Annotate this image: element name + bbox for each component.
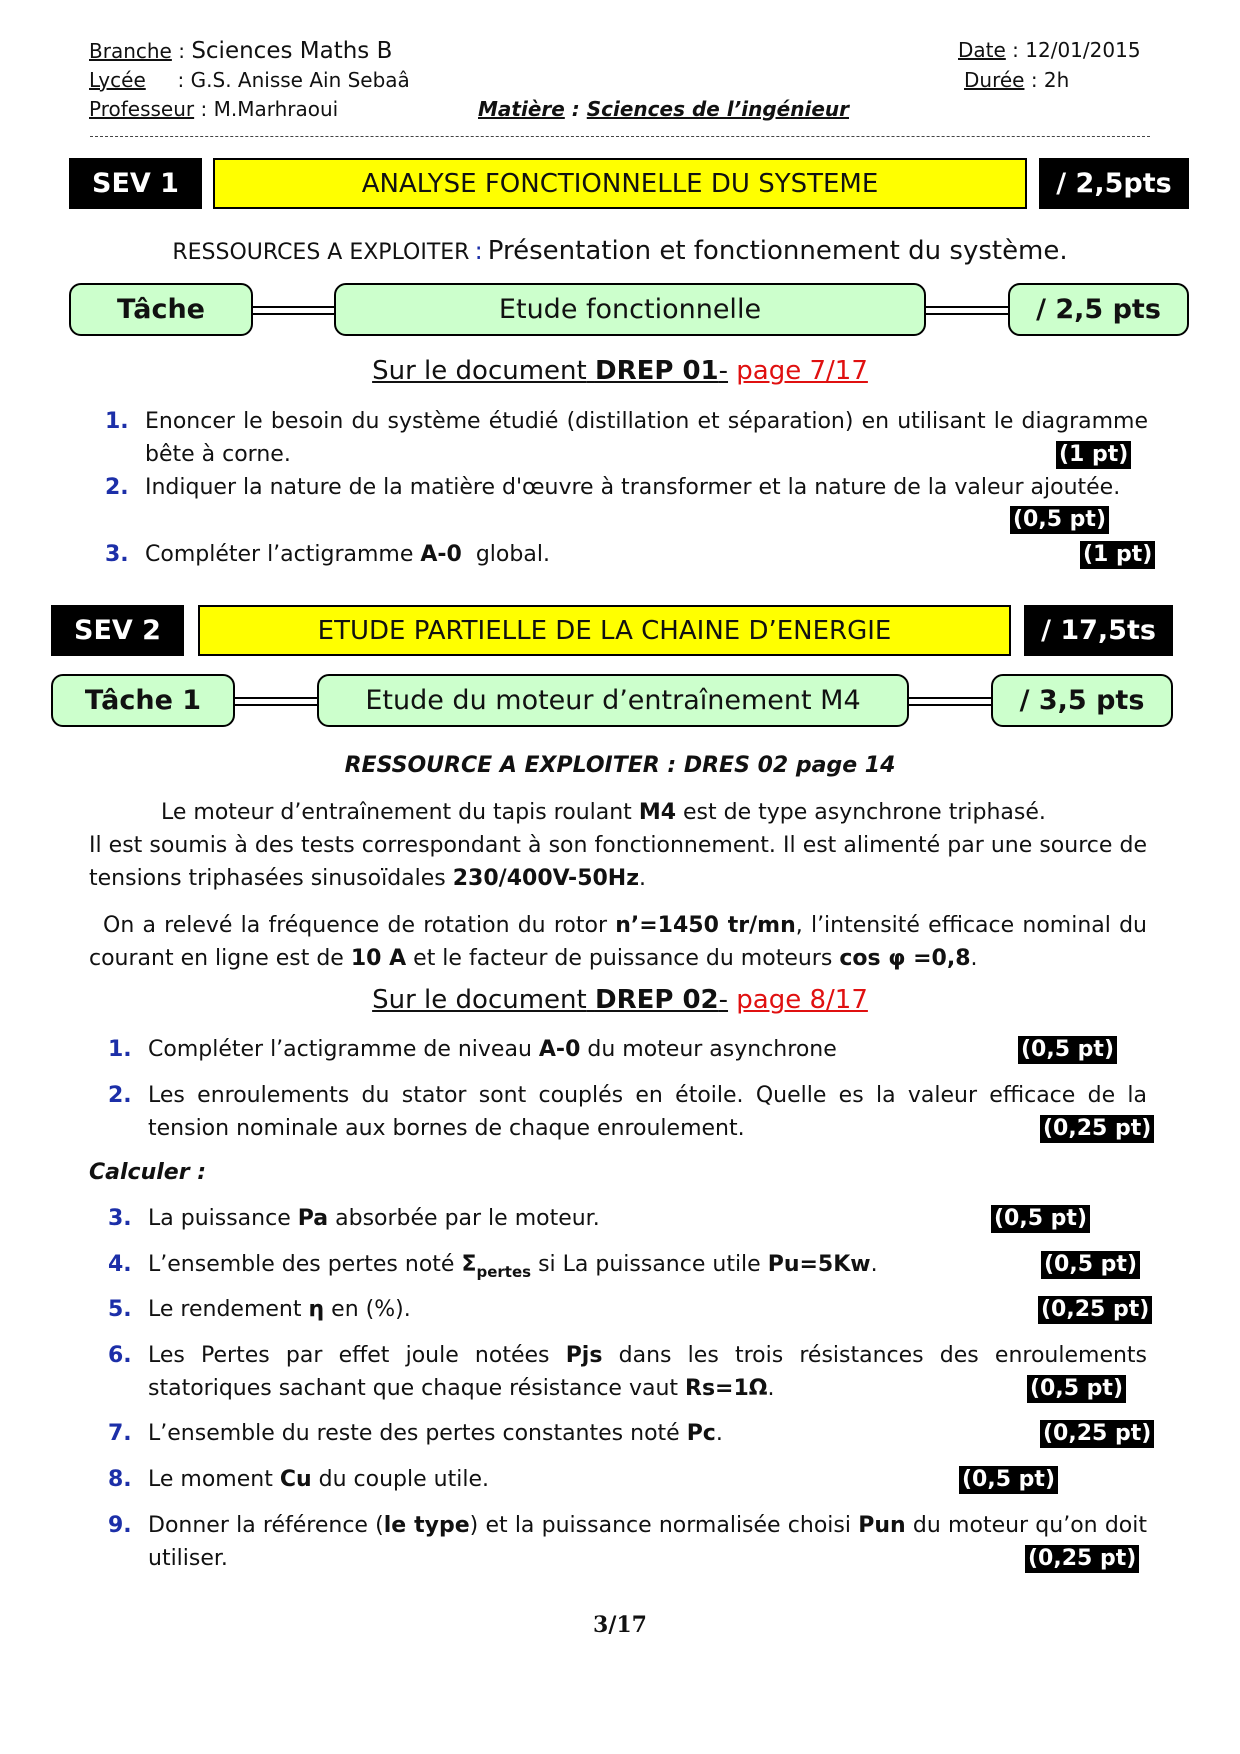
sev2-question-6-points: (0,5 pt)	[1027, 1375, 1126, 1403]
sev2-question-1-points: (0,5 pt)	[1018, 1036, 1117, 1064]
sev1-question-1: 1. Enoncer le besoin du système étudié (distillation et séparation) en utilisant le diagramme bête à corne.	[105, 409, 1148, 467]
sev1-doc-ref: Sur le document DREP 01- page 7/17	[372, 356, 868, 386]
sev1-doc-prefix: Sur le document	[372, 356, 587, 386]
sev2-doc-prefix: Sur le document	[372, 985, 587, 1015]
duree-value: 2h	[1043, 68, 1070, 92]
sev1-resources-label: RESSOURCES A EXPLOITER	[172, 240, 470, 265]
sev2-task-title: Etude du moteur d’entraînement M4	[317, 674, 909, 727]
sev1-task-label: Tâche	[69, 283, 253, 336]
sev2-question-7: 7. L’ensemble du reste des pertes constantes noté Pc.	[108, 1421, 723, 1446]
sev1-doc-page: page 7/17	[736, 356, 868, 386]
header-duree: Durée : 2h	[964, 68, 1070, 92]
calc-label: Calculer :	[89, 1160, 207, 1185]
page-number: 3/17	[593, 1612, 647, 1638]
sev2-question-2-points: (0,25 pt)	[1040, 1115, 1154, 1143]
sev2-question-4-points: (0,5 pt)	[1041, 1251, 1140, 1279]
sev2-code: SEV 2	[51, 605, 184, 656]
date-value: 12/01/2015	[1025, 38, 1141, 62]
sev2-question-3: 3. La puissance Pa absorbée par le moteur.	[108, 1206, 600, 1231]
sev1-question-3: 3. Compléter l’actigramme A-0 global.	[105, 542, 550, 567]
sev2-question-2: 2. Les enroulements du stator sont couplés en étoile. Quelle es la valeur efficace de la tension nominale aux bornes de chaque enroulement.	[108, 1083, 1147, 1141]
sev1-task-title: Etude fonctionnelle	[334, 283, 926, 336]
header-divider	[90, 136, 1150, 137]
sev2-question-6: 6. Les Pertes par effet joule notées Pjs dans les trois résistances des enroulements statoriques sachant que chaque résistance vaut Rs=1Ω.	[108, 1343, 1148, 1401]
sev1-resources: RESSOURCES A EXPLOITER : Présentation et fonctionnement du système.	[172, 236, 1068, 266]
sev2-task-points: / 3,5 pts	[991, 674, 1173, 727]
sev2-question-7-points: (0,25 pt)	[1040, 1420, 1154, 1448]
header-matiere: Matière : Sciences de l’ingénieur	[478, 97, 849, 121]
sev2-question-8-points: (0,5 pt)	[959, 1466, 1058, 1494]
sev2-question-4: 4. L’ensemble des pertes noté $\Sigma_{pertes}$ si La puissance utile Pu=5Kw.	[108, 1252, 878, 1281]
sev2-points: / 17,5ts	[1024, 605, 1173, 656]
sev1-task-points: / 2,5 pts	[1008, 283, 1189, 336]
sev2-title: ETUDE PARTIELLE DE LA CHAINE D’ENERGIE	[198, 605, 1011, 656]
date-label: Date	[958, 38, 1006, 62]
sev2-question-8: 8. Le moment Cu du couple utile.	[108, 1467, 489, 1492]
matiere-label: Matière	[478, 97, 565, 121]
sev2-question-5: 5. Le rendement η en (%).	[108, 1297, 411, 1322]
sev2-question-9-points: (0,25 pt)	[1025, 1545, 1139, 1573]
sev2-question-1: 1. Compléter l’actigramme de niveau A-0 du moteur asynchrone	[108, 1037, 837, 1062]
sev1-doc-name: DREP 01	[594, 356, 719, 386]
sev2-task-connector-right	[909, 697, 991, 706]
sev1-task-connector-right	[926, 306, 1008, 315]
sev1-points: / 2,5pts	[1039, 158, 1189, 209]
sev2-question-3-points: (0,5 pt)	[991, 1205, 1090, 1233]
sev2-doc-name: DREP 02	[594, 985, 719, 1015]
sev1-code: SEV 1	[69, 158, 202, 209]
sev1-question-2-points: (0,5 pt)	[1010, 506, 1109, 534]
sev2-task-connector-left	[235, 697, 317, 706]
sev2-question-9: 9. Donner la référence (le type) et la puissance normalisée choisi Pun du moteur qu’on doit utiliser.	[108, 1513, 1147, 1571]
sev1-question-3-points: (1 pt)	[1080, 541, 1155, 569]
sev2-doc-page: page 8/17	[736, 985, 868, 1015]
sev2-resource: RESSOURCE A EXPLOITER : DRES 02 page 14	[344, 753, 896, 778]
sev1-question-1-points: (1 pt)	[1056, 441, 1131, 469]
sev1-title: ANALYSE FONCTIONNELLE DU SYSTEME	[213, 158, 1027, 209]
matiere-value: Sciences de l’ingénieur	[586, 97, 849, 121]
duree-label: Durée	[964, 68, 1025, 92]
sev1-resources-value: Présentation et fonctionnement du système.	[487, 236, 1068, 266]
sev2-task-label: Tâche 1	[51, 674, 235, 727]
sev2-intro-p3: On a relevé la fréquence de rotation du rotor n’=1450 tr/mn, l’intensité efficace nominal du courant en ligne est de 10 A et le facteur de puissance du moteurs cos φ =0,8.	[89, 913, 1147, 971]
sev1-task-connector-left	[253, 306, 334, 315]
header-lycee	[89, 68, 410, 92]
sev2-question-5-points: (0,25 pt)	[1038, 1296, 1152, 1324]
professeur-label: Professeur	[89, 97, 195, 121]
professeur-value: M.Marhraoui	[213, 97, 339, 121]
header-branche: Branche : Sciences Maths B	[89, 38, 393, 64]
branche-value: Sciences Maths B	[191, 38, 393, 64]
lycee-label: Lycée	[89, 68, 146, 92]
branche-label: Branche	[89, 39, 172, 63]
lycee-value: : G.S. Anisse Ain Sebaâ	[177, 68, 410, 92]
header-date: Date : 12/01/2015	[958, 38, 1141, 62]
sev2-doc-ref: Sur le document DREP 02- page 8/17	[372, 985, 868, 1015]
sev2-intro-p1: Le moteur d’entraînement du tapis roulant M4 est de type asynchrone triphasé.	[161, 800, 1046, 825]
sev2-intro-p2: Il est soumis à des tests correspondant à son fonctionnement. Il est alimenté par une source de tensions triphasées sinusoïdales 230/400V-50Hz.	[89, 833, 1147, 891]
header-professeur: Professeur : M.Marhraoui	[89, 97, 339, 121]
sev1-question-2: 2. Indiquer la nature de la matière d'œuvre à transformer et la nature de la valeur ajoutée.	[105, 475, 1121, 500]
